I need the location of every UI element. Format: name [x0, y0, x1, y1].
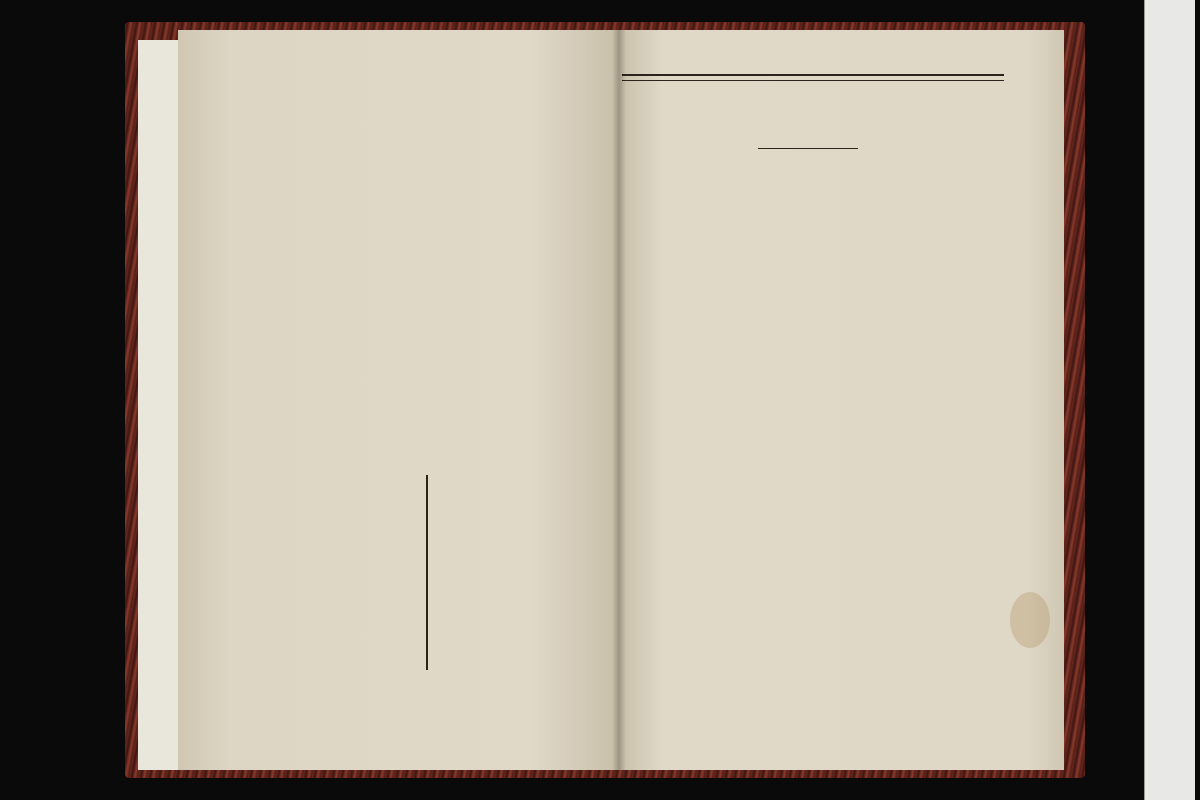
- paper-stain: [1010, 592, 1050, 648]
- header-rule: [622, 80, 1004, 81]
- measurement-ruler: [1144, 0, 1195, 800]
- header-rule: [622, 74, 1004, 76]
- left-page: [178, 30, 620, 770]
- title-rule: [758, 148, 858, 149]
- column-divider: [426, 475, 428, 670]
- book-gutter: [612, 30, 626, 770]
- right-page: [618, 30, 1064, 770]
